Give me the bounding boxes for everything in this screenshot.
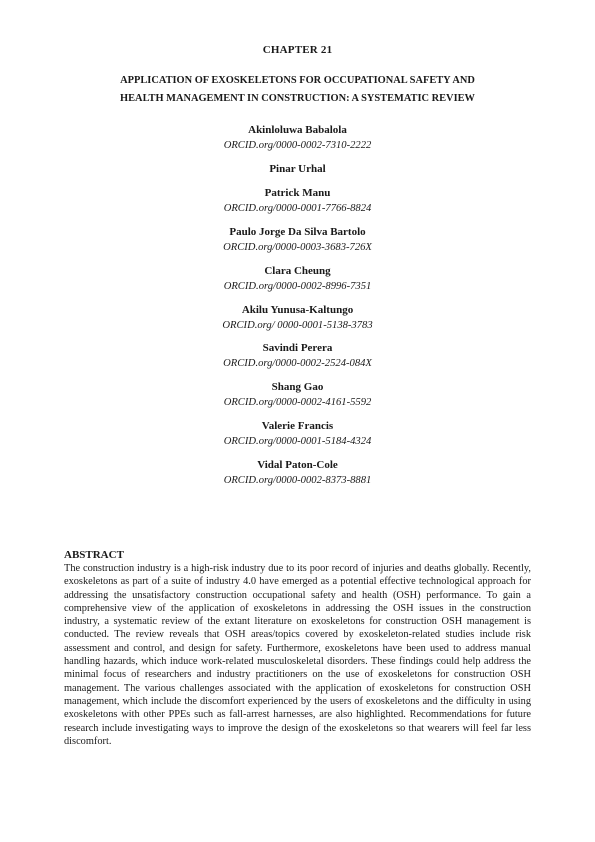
author-entry: [0, 380, 595, 419]
abstract-body: The construction industry is a high-risk industry due to its poor record of injuries and deaths globally. Recently, exoskeletons as part of a suite of industry 4.0 have emerged as a potential effective technological approach for addressing the unsatisfactory construction occupational safety and health (OSH) performance. To gain a comprehensive view of the application of exoskeletons in addressing the OSH issues in the construction industry, a systematic review of the extant literature on exoskeletons for construction OSH management is conducted. The review reveals that OSH areas/topics covered by exoskeleton-related studies include risk assessment and control, and design for safety. Furthermore, exoskeletons have been used to address manual handling hazards, which induce work-related musculoskeletal disorders. These findings could help address the minimal focus of researchers and industry practitioners on the use of exoskeletons for construction OSH management. The various challenges associated with the application of exoskeletons for construction OSH management, which include the discomfort experienced by the users of exoskeletons and the difficulty in using exoskeletons with other PPEs such as fall-arrest harnesses, are also highlighted. Recommendations for future research include investigating ways to improve the design of the exoskeletons so that wearers will feel far less discomfort.: [64, 563, 531, 747]
author-list: [0, 123, 595, 497]
author-name: Pinar Urhal: [269, 162, 326, 175]
author-entry: [0, 162, 595, 187]
author-name: Patrick Manu: [264, 187, 331, 200]
author-entry: [0, 186, 595, 225]
author-orcid: ORCID.org/0000-0002-2524-084X: [223, 358, 372, 370]
chapter-title-line-2: HEALTH MANAGEMENT IN CONSTRUCTION: A SYSTEMATIC REVIEW: [120, 93, 475, 104]
author-orcid: ORCID.org/ 0000-0001-5138-3783: [222, 319, 373, 331]
author-name: Shang Gao: [271, 381, 324, 394]
author-orcid: ORCID.org/0000-0002-8996-7351: [223, 280, 372, 292]
author-name: Akilu Yunusa-Kaltungo: [241, 303, 354, 316]
author-entry: [0, 225, 595, 264]
author-name: Clara Cheung: [264, 264, 331, 277]
author-entry: [0, 419, 595, 458]
author-entry: [0, 303, 595, 342]
author-orcid: ORCID.org/0000-0003-3683-726X: [223, 242, 372, 254]
author-entry: [0, 123, 595, 162]
author-entry: [0, 264, 595, 303]
author-name: Valerie Francis: [261, 420, 334, 433]
chapter-title: [60, 72, 535, 108]
author-orcid: ORCID.org/0000-0002-4161-5592: [223, 397, 372, 409]
author-name: Savindi Perera: [262, 342, 333, 355]
abstract-heading: ABSTRACT: [64, 549, 124, 561]
chapter-number: CHAPTER 21: [262, 44, 333, 56]
abstract-section: [64, 549, 531, 748]
author-orcid: ORCID.org/0000-0002-8373-8881: [223, 474, 372, 486]
author-entry: [0, 458, 595, 497]
author-name: Paulo Jorge Da Silva Bartolo: [229, 226, 366, 239]
chapter-title-line-1: APPLICATION OF EXOSKELETONS FOR OCCUPATIONAL SAFETY AND: [120, 75, 475, 86]
author-name: Akinloluwa Babalola: [248, 124, 347, 136]
author-entry: [0, 341, 595, 380]
author-orcid: ORCID.org/0000-0001-7766-8824: [223, 203, 372, 215]
author-name: Vidal Paton-Cole: [257, 458, 338, 471]
author-orcid: ORCID.org/0000-0001-5184-4324: [223, 436, 372, 448]
author-orcid: ORCID.org/0000-0002-7310-2222: [223, 140, 372, 151]
